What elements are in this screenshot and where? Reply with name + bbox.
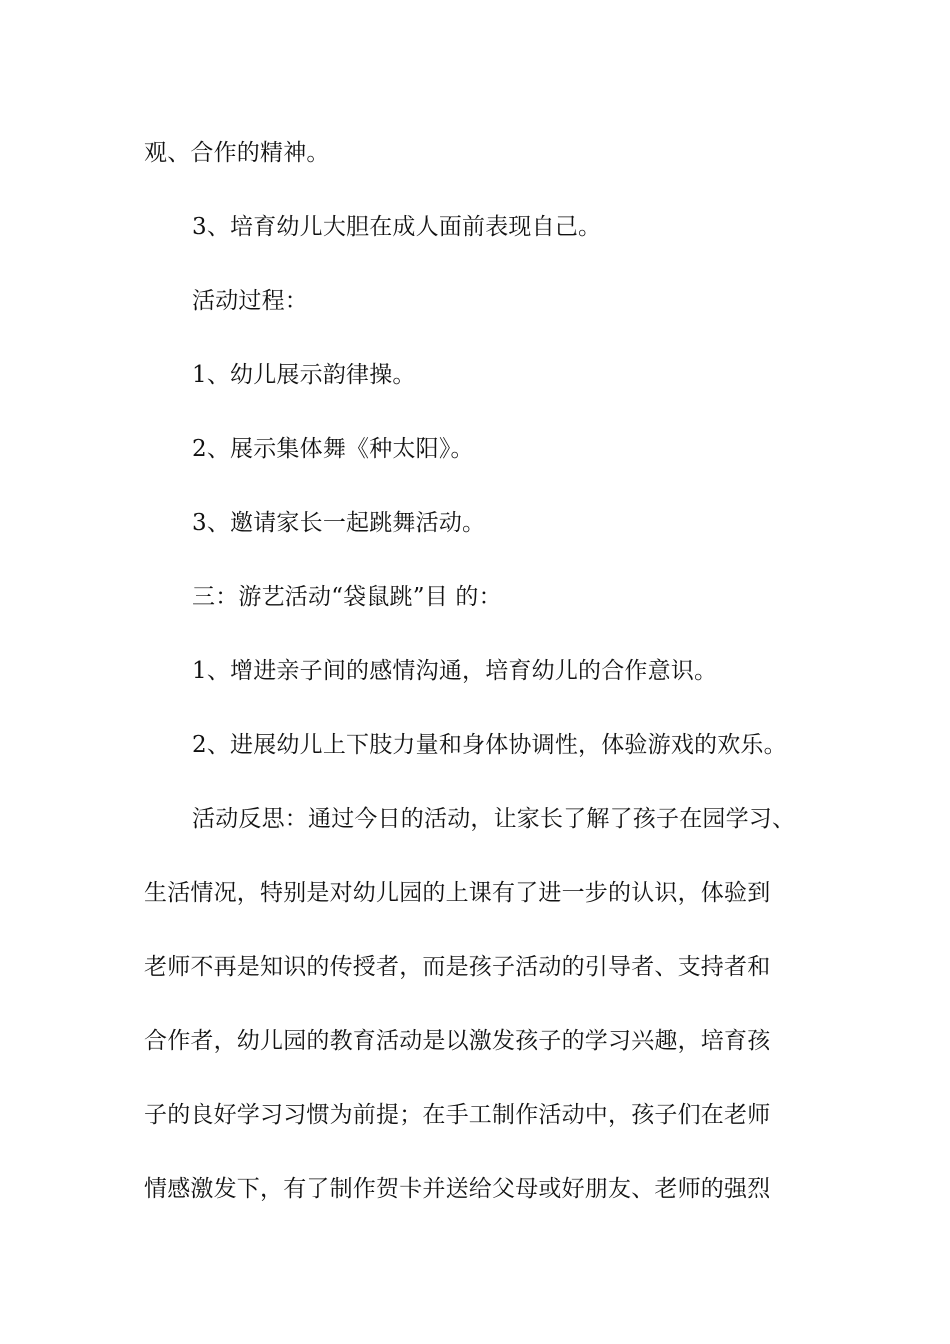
text-line: 三：游艺活动“袋鼠跳”目 的： — [192, 584, 502, 610]
text-line: 2、展示集体舞《种太阳》。 — [192, 436, 474, 462]
text-line: 老师不再是知识的传授者，而是孩子活动的引导者、支持者和 — [144, 954, 771, 980]
text-line: 生活情况，特别是对幼儿园的上课有了进一步的认识，体验到 — [144, 880, 771, 906]
text-line: 3、培育幼儿大胆在成人面前表现自己。 — [192, 214, 602, 240]
text-line: 1、幼儿展示韵律操。 — [192, 362, 416, 388]
text-line: 子的良好学习习惯为前提；在手工制作活动中，孩子们在老师 — [144, 1102, 771, 1128]
text-line: 观、合作的精神。 — [144, 140, 330, 166]
text-line: 2、进展幼儿上下肢力量和身体协调性，体验游戏的欢乐。 — [192, 732, 787, 758]
text-line: 3、邀请家长一起跳舞活动。 — [192, 510, 486, 536]
text-line: 活动反思：通过今日的活动，让家长了解了孩子在园学习、 — [192, 806, 796, 832]
text-line: 合作者，幼儿园的教育活动是以激发孩子的学习兴趣，培育孩 — [144, 1028, 771, 1054]
text-line: 活动过程： — [192, 288, 308, 314]
text-line: 情感激发下，有了制作贺卡并送给父母或好朋友、老师的强烈 — [144, 1176, 771, 1202]
text-line: 1、增进亲子间的感情沟通，培育幼儿的合作意识。 — [192, 658, 718, 684]
